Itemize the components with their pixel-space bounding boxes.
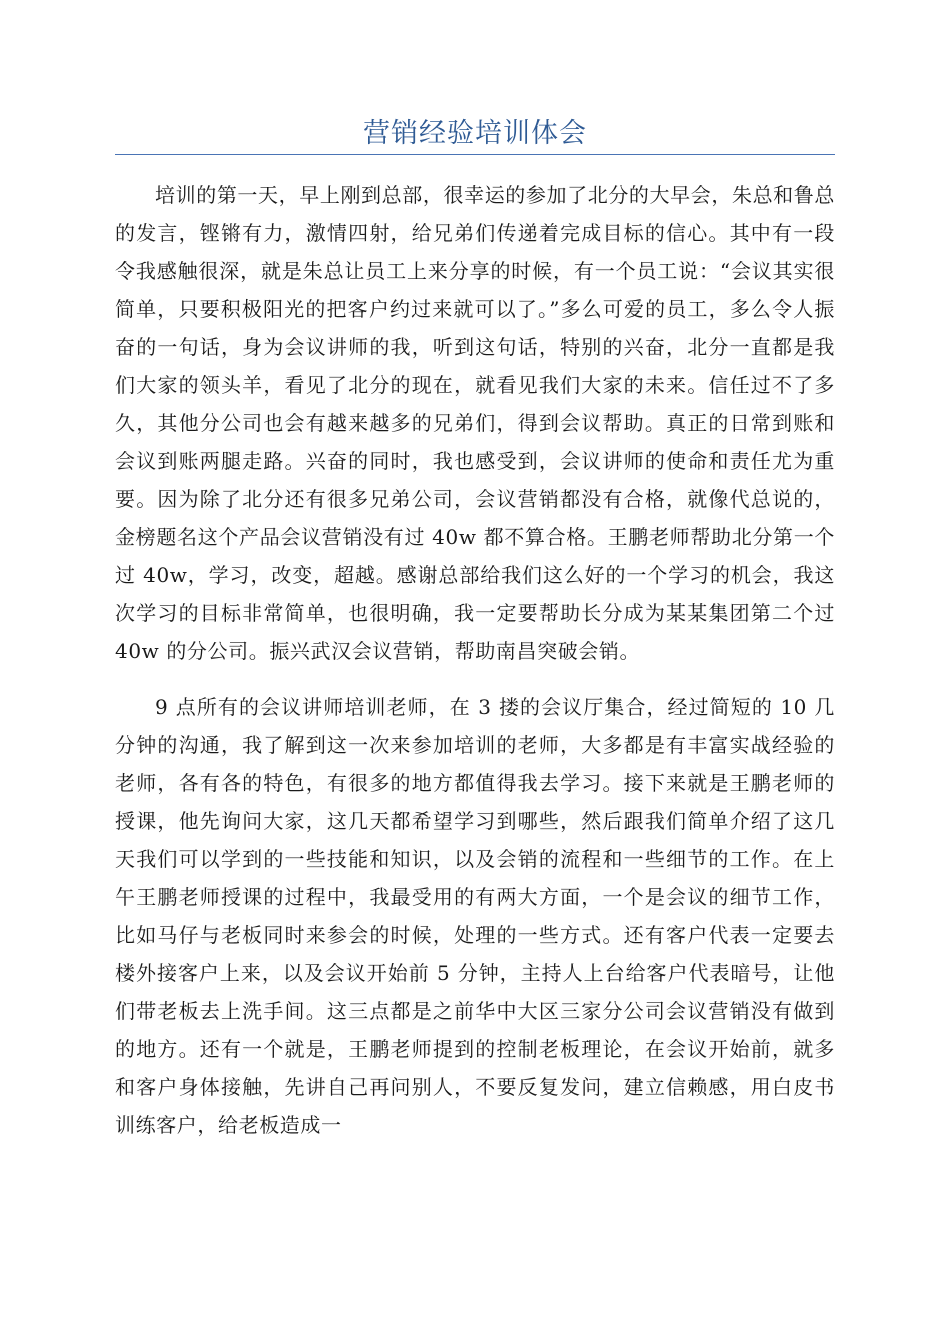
document-title: 营销经验培训体会: [363, 118, 587, 149]
title-underline: [115, 154, 835, 155]
paragraph: 9 点所有的会议讲师培训老师，在 3 搂的会议厅集合，经过简短的 10 几分钟的沟通，我了解到这一次来参加培训的老师，大多都是有丰富实战经验的老师，各有各的特色，有很多的地方都值得我去学习。接下来就是王鹏老师的授课，他先询问大家，这几天都希望学习到哪些，然后跟我们简单介绍了这几天我们可以学到的一些技能和知识，以及会销的流程和一些细节的工作。在上午王鹏老师授课的过程中，我最受用的有两大方面，一个是会议的细节工作，比如马仔与老板同时来参会的时候，处理的一些方式。还有客户代表一定要去楼外接客户上来，以及会议开始前 5 分钟，主持人上台给客户代表暗号，让他们带老板去上洗手间。这三点都是之前华中大区三家分公司会议营销没有做到的地方。还有一个就是，王鹏老师提到的控制老板理论，在会议开始前，就多和客户身体接触，先讲自己再问别人，不要反复发问，建立信赖感，用白皮书训练客户，给老板造成一: [115, 695, 835, 1137]
document-body: [115, 176, 835, 1144]
paragraph: 培训的第一天，早上刚到总部，很幸运的参加了北分的大早会，朱总和鲁总的发言，铿锵有力，激情四射，给兄弟们传递着完成目标的信心。其中有一段令我感触很深，就是朱总让员工上来分享的时候，有一个员工说：“会议其实很简单，只要积极阳光的把客户约过来就可以了。”多么可爱的员工，多么令人振奋的一句话，身为会议讲师的我，听到这句话，特别的兴奋，北分一直都是我们大家的领头羊，看见了北分的现在，就看见我们大家的未来。信任过不了多久，其他分公司也会有越来越多的兄弟们，得到会议帮助。真正的日常到账和会议到账两腿走路。兴奋的同时，我也感受到，会议讲师的使命和责任尤为重要。因为除了北分还有很多兄弟公司，会议营销都没有合格，就像代总说的，金榜题名这个产品会议营销没有过 40w 都不算合格。王鹏老师帮助北分第一个过 40w，学习，改变，超越。感谢总部给我们这么好的一个学习的机会，我这次学习的目标非常简单，也很明确，我一定要帮助长分成为某某集团第二个过 40w 的分公司。振兴武汉会议营销，帮助南昌突破会销。: [115, 183, 835, 663]
